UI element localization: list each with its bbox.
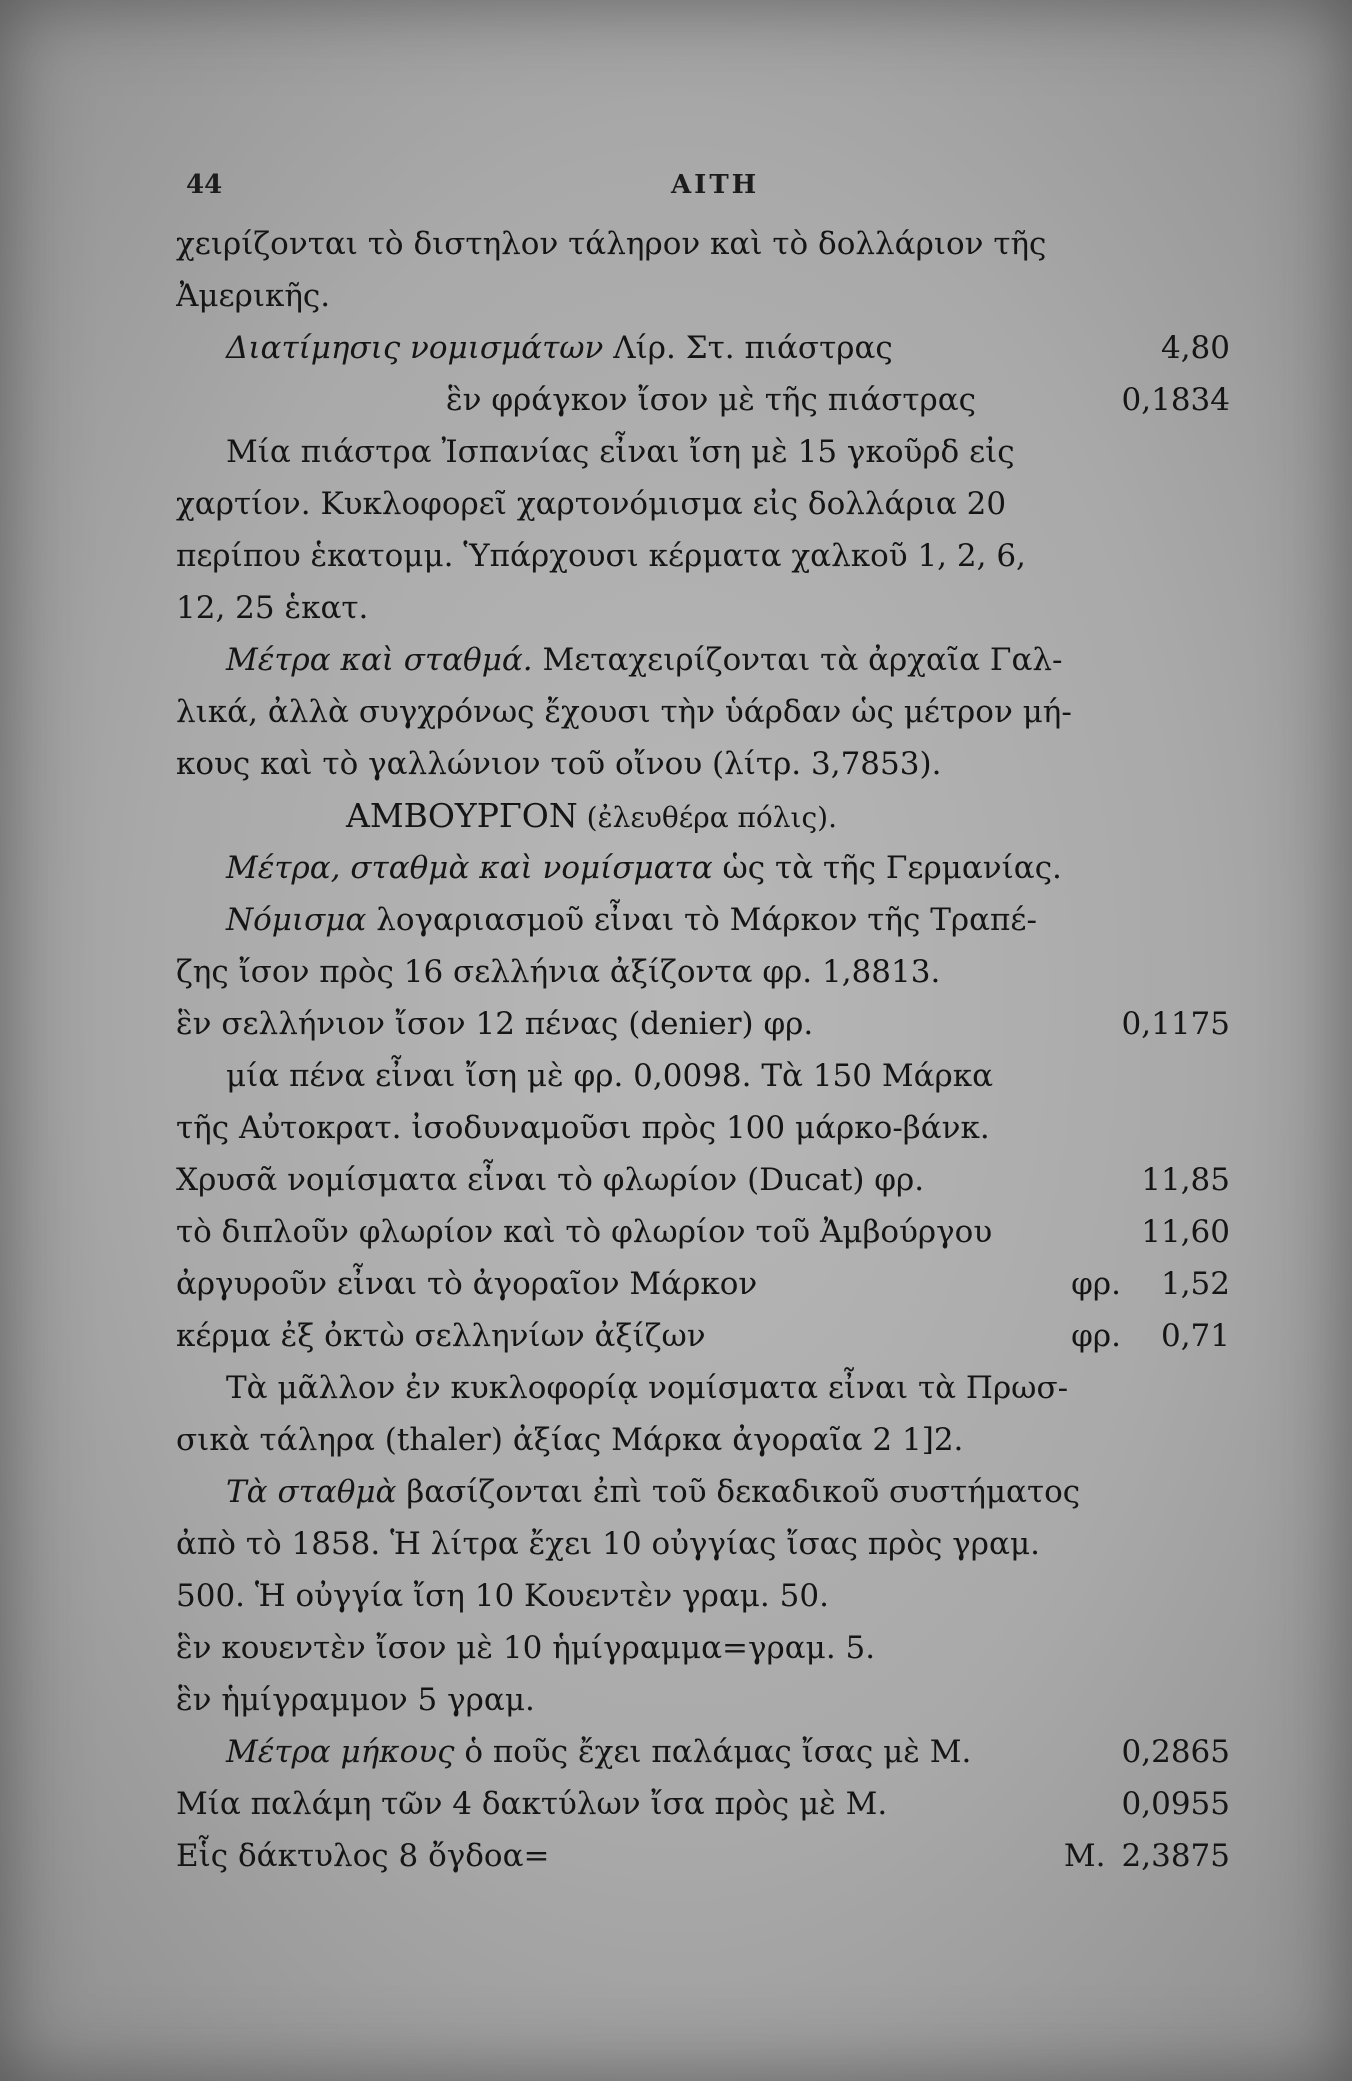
text-line	[176, 998, 1236, 1050]
text-run: λογαριασμοῦ εἶναι τὸ Μάρκον τῆς Τραπέ-	[366, 902, 1037, 938]
text-line	[176, 322, 1236, 374]
unit: Μ.	[1063, 1838, 1106, 1874]
text-run: ἀργυροῦν εἶναι τὸ ἀγοραῖον Μάρκον	[176, 1266, 758, 1302]
text-line	[176, 1726, 1236, 1778]
text-line: λικά, ἀλλὰ συγχρόνως ἔχουσι τὴν ὑάρδαν ὡς μέτρον μή-	[176, 694, 1072, 730]
running-head: ΑΙΤΗ	[671, 170, 760, 200]
text-line: 12, 25 ἑκατ.	[176, 590, 369, 626]
text-run: ὁ ποῦς ἔχει παλάμας ἴσας μὲ Μ.	[454, 1734, 972, 1770]
page-header	[186, 170, 1236, 210]
value: 4,80	[1160, 330, 1230, 366]
text-line	[176, 1154, 1236, 1206]
text-line	[176, 842, 1236, 894]
value: 11,85	[1141, 1162, 1230, 1198]
text-line	[176, 634, 1236, 686]
text-line: περίπου ἑκατομμ. Ὑπάρχουσι κέρματα χαλκοῦ 1, 2, 6,	[176, 538, 1026, 574]
value: 1,52	[1160, 1266, 1230, 1302]
text-line	[176, 1830, 1236, 1882]
value: 0,1175	[1121, 1006, 1230, 1042]
text-line: ἓν κουεντὲν ἴσον μὲ 10 ἡμίγραμμα=γραμ. 5.	[176, 1630, 876, 1666]
text-line: ἓν ἡμίγραμμον 5 γραμ.	[176, 1682, 535, 1718]
text-line: ἀπὸ τὸ 1858. Ἡ λίτρα ἔχει 10 οὐγγίας ἴσας πρὸς γραμ.	[176, 1526, 1040, 1562]
value: 0,0955	[1121, 1786, 1230, 1822]
text-run: Λίρ. Στ. πιάστρας	[603, 330, 893, 366]
text-run: βασίζονται ἐπὶ τοῦ δεκαδικοῦ συστήματος	[396, 1474, 1081, 1510]
text-run: Εἷς δάκτυλος 8 ὄγδοα=	[176, 1838, 550, 1874]
text-line	[176, 1310, 1236, 1362]
unit: φρ.	[1071, 1266, 1121, 1302]
text-line: κους καὶ τὸ γαλλώνιον τοῦ οἴνου (λίτρ. 3,7853).	[176, 746, 942, 782]
text-line: χειρίζονται τὸ διστηλον τάληρον καὶ τὸ δολλάριον τῆς	[176, 226, 1047, 262]
section-label: Μέτρα καὶ σταθμά.	[226, 642, 533, 678]
page-number: 44	[186, 170, 223, 200]
text-line: Τὰ μᾶλλον ἐν κυκλοφορίᾳ νομίσματα εἶναι τὰ Πρωσ-	[226, 1370, 1069, 1406]
section-label: Νόμισμα	[226, 902, 367, 938]
text-line: χαρτίον. Κυκλοφορεῖ χαρτονόμισμα εἰς δολλάρια 20	[176, 486, 1007, 522]
section-label: Μέτρα μήκους	[226, 1734, 455, 1770]
text-line: ζης ἴσον πρὸς 16 σελλήνια ἀξίζοντα φρ. 1,8813.	[176, 954, 941, 990]
text-line	[176, 1778, 1236, 1830]
section-heading	[176, 790, 1236, 842]
text-run: κέρμα ἐξ ὀκτὼ σελληνίων ἀξίζων	[176, 1318, 706, 1354]
text-run: τὸ διπλοῦν φλωρίον καὶ τὸ φλωρίον τοῦ Ἀμβούργου	[176, 1214, 993, 1250]
city-name: ΑΜΒΟΥΡΓΟΝ	[346, 796, 578, 835]
text-line: τῆς Αὐτοκρατ. ἰσοδυναμοῦσι πρὸς 100 μάρκο-βάνκ.	[176, 1110, 990, 1146]
value: 0,1834	[1121, 382, 1230, 418]
section-label: Μέτρα, σταθμὰ καὶ νομίσματα	[226, 850, 713, 886]
body-text	[176, 218, 1236, 1882]
section-label: Τὰ σταθμὰ	[226, 1474, 397, 1510]
section-label: Διατίμησις νομισμάτων	[226, 330, 604, 366]
text-line: μία πένα εἶναι ἴση μὲ φρ. 0,0098. Τὰ 150 Μάρκα	[226, 1058, 994, 1094]
text-line: Μία πιάστρα Ἰσπανίας εἶναι ἴση μὲ 15 γκοῦρδ εἰς	[226, 434, 1015, 470]
text-run: ὡς τὰ τῆς Γερμανίας.	[712, 850, 1062, 886]
value: 11,60	[1141, 1214, 1230, 1250]
text-line: 500. Ἡ οὐγγία ἴση 10 Κουεντὲν γραμ. 50.	[176, 1578, 829, 1614]
text-line: σικὰ τάληρα (thaler) ἀξίας Μάρκα ἀγοραῖα 2 1]2.	[176, 1422, 964, 1458]
text-line	[176, 1258, 1236, 1310]
unit: φρ.	[1071, 1318, 1121, 1354]
text-run: ἓν φράγκον ἴσον μὲ τῆς πιάστρας	[446, 382, 977, 418]
text-line	[176, 894, 1236, 946]
text-run: Μία παλάμη τῶν 4 δακτύλων ἴσα πρὸς μὲ Μ.	[176, 1786, 888, 1822]
text-run: ἓν σελλήνιον ἴσον 12 πένας (denier) φρ.	[176, 1006, 814, 1042]
text-line	[176, 1466, 1236, 1518]
text-run: Χρυσᾶ νομίσματα εἶναι τὸ φλωρίον (Ducat) φρ.	[176, 1162, 925, 1198]
value: 0,71	[1160, 1318, 1230, 1354]
value: 0,2865	[1121, 1734, 1230, 1770]
text-run: Μεταχειρίζονται τὰ ἀρχαῖα Γαλ-	[532, 642, 1063, 678]
text-line	[176, 1206, 1236, 1258]
text-run: (ἐλευθέρα πόλις).	[577, 801, 837, 834]
text-line: Ἀμερικῆς.	[176, 278, 331, 314]
value: 2,3875	[1121, 1838, 1230, 1874]
text-line	[176, 374, 1236, 426]
